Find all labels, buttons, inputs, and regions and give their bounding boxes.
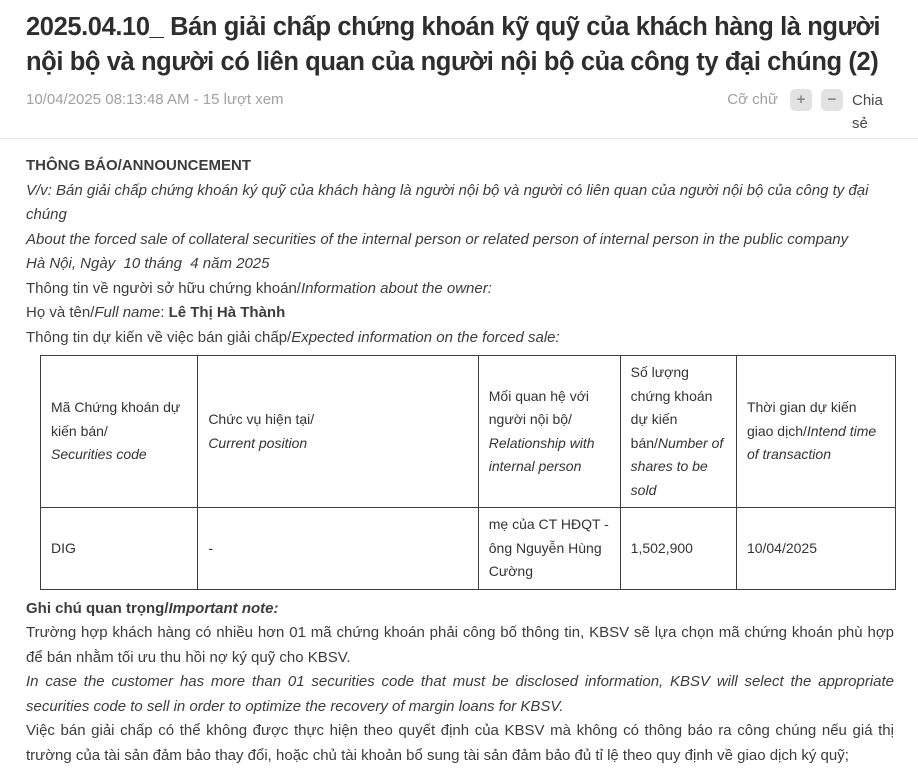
column-header-securities-code-vi: Mã Chứng khoán dự kiến bán/ [51,399,181,439]
subject-line-en: About the forced sale of collateral securities of the internal person or related person of internal person in the public company [26,230,849,248]
column-header-time-en: Intend time of transaction [746,422,877,463]
important-note-heading [26,597,894,622]
minus-icon: − [827,91,837,108]
cell-current-position: - [198,508,478,590]
column-header-current-position [198,356,478,508]
cell-relationship: mẹ của CT HĐQT - ông Nguyễn Hùng Cường [478,508,620,590]
cell-securities-code: DIG [41,508,198,590]
font-decrease-button[interactable] [821,89,843,111]
header-divider [0,138,918,139]
font-size-label: Cỡ chữ [727,91,778,108]
column-header-securities-code [41,356,198,508]
subject-line-vi: V/v: Bán giải chấp chứng khoán ký quỹ của khách hàng là người nội bộ và người có liên quan của người nội bộ của công ty đại chúng [26,181,869,223]
announcement-body [26,154,894,768]
important-note-heading-en: Important note: [168,599,279,617]
owner-name: Lê Thị Hà Thành [168,304,286,321]
column-header-shares-en: Number of shares to be sold [630,434,724,498]
expected-info-label-en: Expected information on the forced sale: [291,328,560,346]
owner-info-label-en: Information about the owner: [300,279,492,297]
column-header-relationship [478,356,620,508]
plus-icon: + [796,91,806,108]
note-paragraph-1-vi: Trường hợp khách hàng có nhiều hơn 01 mã chứng khoán phải công bố thông tin, KBSV sẽ lựa chọn mã chứng khoán phù hợp để bán nhằm tối ưu thu hồi nợ ký quỹ cho KBSV. [26,624,894,666]
column-header-shares-vi: Số lượng chứng khoán dự kiến bán/ [630,364,713,451]
full-name-separator: : [160,304,169,321]
cell-time: 10/04/2025 [736,508,895,590]
announcement-heading: THÔNG BÁO/ANNOUNCEMENT [26,157,251,174]
note-paragraph-1-en: In case the customer has more than 01 securities code that must be disclosed information, KBSV will select the appropriate securities code to sell in order to optimize the recovery of margin loans for KBSV. [26,673,894,715]
expected-info-line [26,326,894,351]
column-header-relationship-vi: Mối quan hệ với người nội bộ/ [488,387,589,427]
expected-info-label-vi: Thông tin dự kiến về việc bán giải chấp/ [26,328,292,346]
column-header-current-position-en: Current position [208,434,308,451]
share-button[interactable]: Chia sẻ [852,92,883,132]
post-date-views: 10/04/2025 08:13:48 AM - 15 lượt xem [26,91,284,108]
column-header-time [736,356,895,508]
column-header-shares [620,356,736,508]
owner-info-line [26,277,894,302]
forced-sale-table [40,355,896,590]
full-name-line [26,301,894,326]
full-name-label-vi: Họ và tên/ [26,304,95,321]
owner-info-label-vi: Thông tin về người sở hữu chứng khoán/ [26,279,301,297]
meta-row [26,89,894,135]
page-controls [727,89,894,135]
table-header-row [41,356,896,508]
page-title: 2025.04.10_ Bán giải chấp chứng khoán kỹ quỹ của khách hàng là người nội bộ và người có liên quan của người nội bộ của công ty đại chúng (2) [26,13,881,76]
cell-shares: 1,502,900 [620,508,736,590]
column-header-securities-code-en: Securities code [51,446,147,463]
important-note-heading-vi: Ghi chú quan trọng/ [26,599,169,617]
note-paragraph-2-vi: Việc bán giải chấp có thể không được thực hiện theo quyết định của KBSV mà không có thông báo ra công chúng nếu giá thị trường của tài sản đảm bảo thay đổi, hoặc chủ tài khoản bổ sung tài sản đảm bảo đủ tỉ lệ theo quy định về giao dịch ký quỹ; [26,722,894,764]
table-row [41,508,896,590]
column-header-time-vi: Thời gian dự kiến giao dịch/ [746,399,857,439]
full-name-label-en: Full name [94,304,161,321]
place-date-line: Hà Nội, Ngày 10 tháng 4 năm 2025 [26,255,270,272]
font-increase-button[interactable] [790,89,812,111]
column-header-relationship-en: Relationship with internal person [488,434,595,474]
column-header-current-position-vi: Chức vụ hiện tại/ [208,411,315,427]
